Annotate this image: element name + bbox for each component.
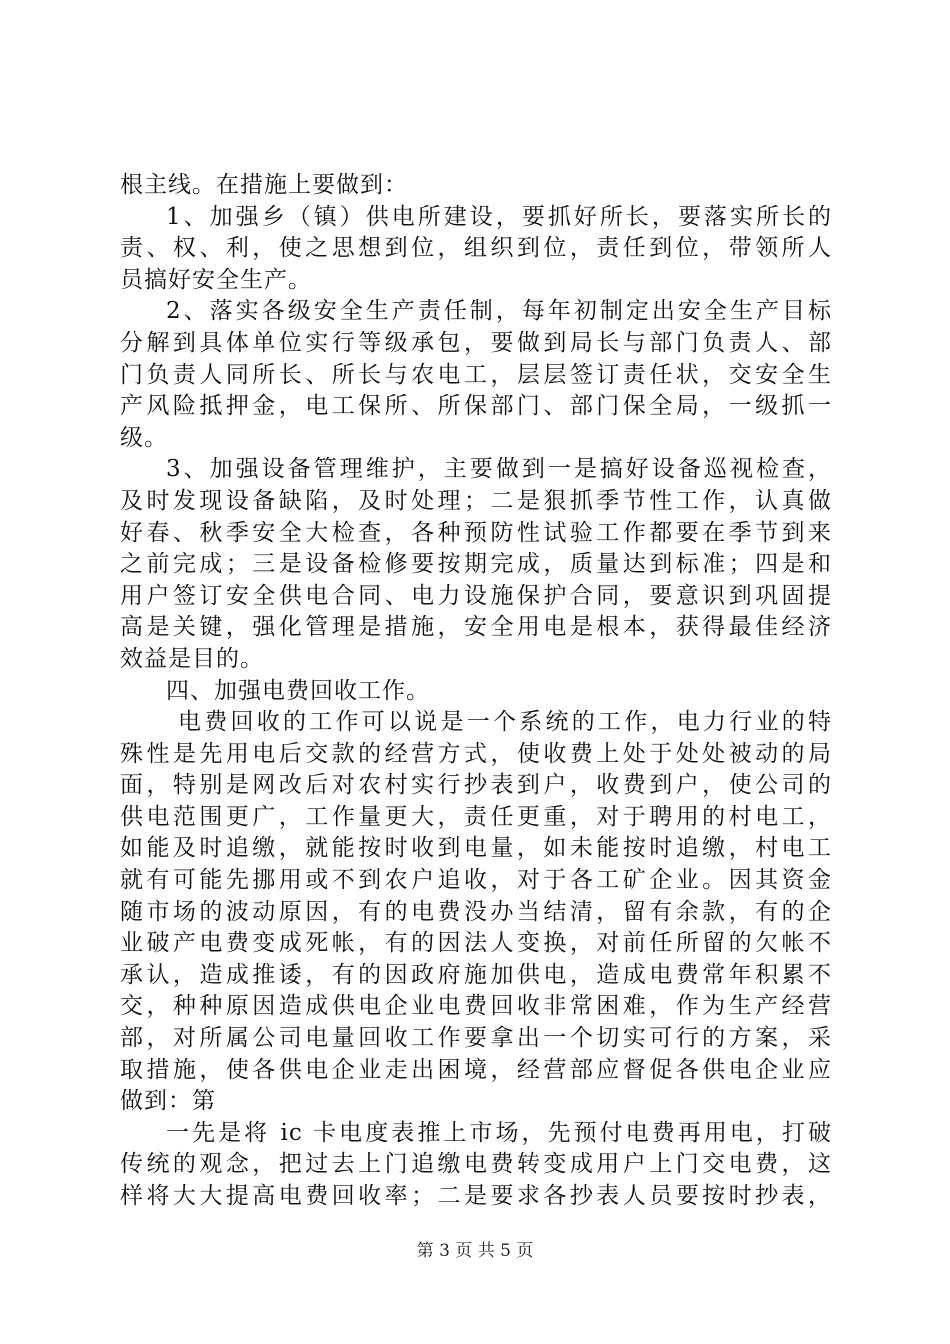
text-line: 承认，造成推诿，有的因政府施加供电，造成电费常年积累不: [120, 961, 832, 988]
text-line: 高是关键，强化管理是措施，安全用电是根本，获得最佳经济: [120, 614, 832, 641]
text-line: 殊性是先用电后交款的经营方式，使收费上处于处处被动的局: [120, 740, 832, 767]
text-line: 级。: [120, 424, 168, 451]
text-line: 2、落实各级安全生产责任制，每年初制定出安全生产目标: [166, 298, 832, 325]
text-line: 一先是将 ic 卡电度表推上市场，先预付电费再用电，打破: [166, 1119, 832, 1146]
text-line: 业破产电费变成死帐，有的因法人变换，对前任所留的欠帐不: [120, 930, 832, 957]
text-line: 就有可能先挪用或不到农户追收，对于各工矿企业。因其资金: [120, 867, 832, 894]
text-line: 如能及时追缴，就能按时收到电量，如未能按时追缴，村电工: [120, 835, 832, 862]
text-line: 样将大大提高电费回收率；二是要求各抄表人员要按时抄表，: [120, 1183, 832, 1209]
body-text: [120, 170, 832, 1213]
text-line: 产风险抵押金，电工保所、所保部门、部门保全局，一级抓一: [120, 393, 832, 420]
text-line: 面，特别是网改后对农村实行抄表到户，收费到户，使公司的: [120, 772, 832, 799]
text-line: 取措施，使各供电企业走出困境，经营部应督促各供电企业应: [120, 1056, 832, 1083]
text-line: 之前完成；三是设备检修要按期完成，质量达到标准；四是和: [120, 551, 832, 578]
text-line: 做到：第: [120, 1088, 216, 1115]
text-line: 门负责人同所长、所长与农电工，层层签订责任状，交安全生: [120, 361, 832, 388]
text-line: 好春、秋季安全大检查，各种预防性试验工作都要在季节到来: [120, 519, 832, 546]
text-line: 用户签订安全供电合同、电力设施保护合同，要意识到巩固提: [120, 582, 832, 609]
text-line: 供电范围更广，工作量更大，责任更重，对于聘用的村电工，: [120, 803, 832, 830]
text-line: 3、加强设备管理维护，主要做到一是搞好设备巡视检查，: [166, 456, 832, 483]
text-line: 交，种种原因造成供电企业电费回收非常困难，作为生产经营: [120, 993, 832, 1020]
section-heading: 四、加强电费回收工作。: [166, 677, 430, 704]
text-line: 员搞好安全生产。: [120, 266, 312, 293]
text-line: 随市场的波动原因，有的电费没办当结清，留有余款，有的企: [120, 898, 832, 925]
text-line: 传统的观念，把过去上门追缴电费转变成用户上门交电费，这: [120, 1151, 832, 1178]
text-line: 电费回收的工作可以说是一个系统的工作，电力行业的特: [178, 709, 832, 736]
text-line: 分解到具体单位实行等级承包，要做到局长与部门负责人、部: [120, 329, 832, 356]
text-line: 1、加强乡（镇）供电所建设，要抓好所长，要落实所长的: [166, 203, 832, 230]
text-line: 效益是目的。: [120, 645, 264, 672]
text-line: 根主线。在措施上要做到：: [120, 172, 408, 198]
text-line: 及时发现设备缺陷，及时处理；二是狠抓季节性工作，认真做: [120, 487, 832, 514]
text-line: 责、权、利，使之思想到位，组织到位，责任到位，带领所人: [120, 235, 832, 262]
text-line: 部，对所属公司电量回收工作要拿出一个切实可行的方案，采: [120, 1025, 832, 1052]
page-number-footer: 第 3 页 共 5 页: [416, 1241, 534, 1261]
